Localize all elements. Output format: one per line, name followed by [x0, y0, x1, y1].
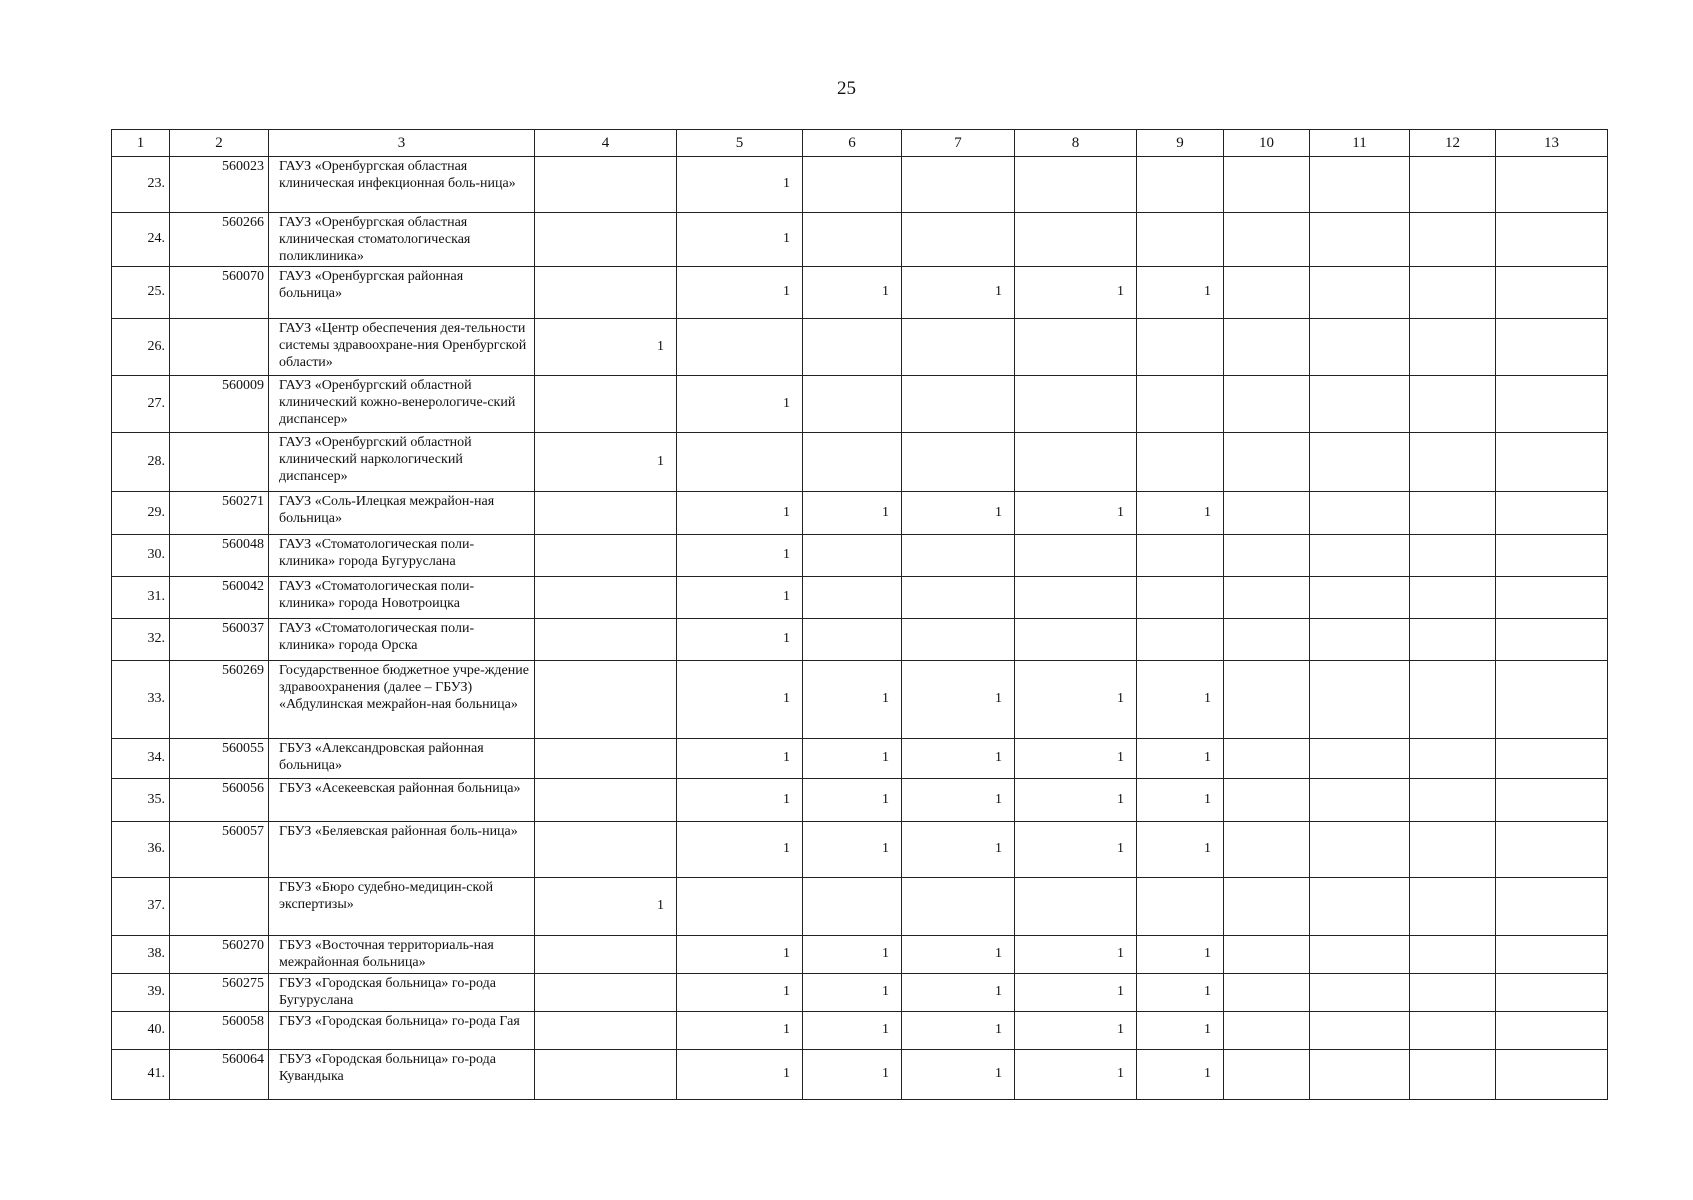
- value-cell: [1137, 878, 1224, 936]
- table-row: [112, 1050, 1608, 1100]
- value-cell: [1310, 433, 1410, 492]
- value-cell: 1: [1137, 739, 1224, 779]
- value-cell: 1: [677, 822, 803, 878]
- value-cell: [803, 577, 902, 619]
- value-cell: [1310, 822, 1410, 878]
- value-cell: 1: [902, 661, 1015, 739]
- facility-code: 560056: [170, 779, 269, 822]
- facility-name: ГАУЗ «Стоматологическая поли-клиника» города Орска: [269, 619, 535, 661]
- value-cell: 1: [902, 974, 1015, 1012]
- value-cell: [1137, 213, 1224, 267]
- value-cell: 1: [902, 779, 1015, 822]
- value-cell: 1: [803, 936, 902, 974]
- row-number: 27.: [112, 376, 170, 433]
- value-cell: [1015, 619, 1137, 661]
- table-row: [112, 535, 1608, 577]
- value-cell: 1: [902, 936, 1015, 974]
- value-cell: 1: [677, 577, 803, 619]
- value-cell: 1: [803, 1050, 902, 1100]
- value-cell: 1: [535, 878, 677, 936]
- value-cell: [1410, 535, 1496, 577]
- value-cell: [1310, 376, 1410, 433]
- value-cell: [1496, 157, 1608, 213]
- table-row: [112, 822, 1608, 878]
- value-cell: 1: [677, 1050, 803, 1100]
- value-cell: [1224, 157, 1310, 213]
- value-cell: [535, 779, 677, 822]
- facility-name: ГБУЗ «Бюро судебно-медицин-ской экспертизы»: [269, 878, 535, 936]
- value-cell: 1: [1137, 1012, 1224, 1050]
- value-cell: 1: [1137, 974, 1224, 1012]
- facility-code: 560270: [170, 936, 269, 974]
- row-number: 25.: [112, 267, 170, 319]
- value-cell: [1496, 739, 1608, 779]
- value-cell: [1410, 936, 1496, 974]
- value-cell: [535, 535, 677, 577]
- value-cell: [1496, 974, 1608, 1012]
- value-cell: [535, 213, 677, 267]
- value-cell: [1310, 619, 1410, 661]
- column-header: 10: [1224, 130, 1310, 157]
- value-cell: [1410, 878, 1496, 936]
- column-header: 11: [1310, 130, 1410, 157]
- value-cell: [535, 1050, 677, 1100]
- value-cell: [1224, 661, 1310, 739]
- table-row: [112, 213, 1608, 267]
- value-cell: [1496, 213, 1608, 267]
- value-cell: [1224, 1012, 1310, 1050]
- value-cell: [1410, 974, 1496, 1012]
- value-cell: 1: [1015, 1050, 1137, 1100]
- facility-name: ГАУЗ «Оренбургский областной клинический наркологический диспансер»: [269, 433, 535, 492]
- row-number: 26.: [112, 319, 170, 376]
- value-cell: [1310, 492, 1410, 535]
- value-cell: [902, 319, 1015, 376]
- value-cell: [1410, 376, 1496, 433]
- column-header: 9: [1137, 130, 1224, 157]
- value-cell: 1: [677, 267, 803, 319]
- row-number: 35.: [112, 779, 170, 822]
- table-row: [112, 433, 1608, 492]
- value-cell: 1: [677, 492, 803, 535]
- value-cell: [677, 319, 803, 376]
- value-cell: [535, 492, 677, 535]
- facility-name: ГБУЗ «Городская больница» го-рода Гая: [269, 1012, 535, 1050]
- value-cell: 1: [677, 936, 803, 974]
- value-cell: [1224, 878, 1310, 936]
- value-cell: [1310, 319, 1410, 376]
- value-cell: 1: [1015, 267, 1137, 319]
- facility-code: 560058: [170, 1012, 269, 1050]
- value-cell: [1496, 779, 1608, 822]
- row-number: 28.: [112, 433, 170, 492]
- value-cell: [1224, 577, 1310, 619]
- value-cell: [1015, 157, 1137, 213]
- value-cell: [1496, 661, 1608, 739]
- row-number: 31.: [112, 577, 170, 619]
- value-cell: 1: [803, 492, 902, 535]
- value-cell: [1496, 936, 1608, 974]
- facility-name: ГАУЗ «Оренбургская областная клиническая стоматологическая поликлиника»: [269, 213, 535, 267]
- column-header: 5: [677, 130, 803, 157]
- facility-code: 560070: [170, 267, 269, 319]
- value-cell: 1: [803, 1012, 902, 1050]
- value-cell: [1410, 1050, 1496, 1100]
- facility-name: ГАУЗ «Стоматологическая поли-клиника» города Новотроицка: [269, 577, 535, 619]
- value-cell: [1310, 535, 1410, 577]
- table-row: [112, 492, 1608, 535]
- value-cell: [803, 878, 902, 936]
- value-cell: [1410, 157, 1496, 213]
- value-cell: [803, 619, 902, 661]
- row-number: 39.: [112, 974, 170, 1012]
- column-header: 7: [902, 130, 1015, 157]
- value-cell: [1137, 376, 1224, 433]
- value-cell: 1: [677, 974, 803, 1012]
- value-cell: [803, 319, 902, 376]
- facility-name: ГАУЗ «Стоматологическая поли-клиника» города Бугуруслана: [269, 535, 535, 577]
- value-cell: 1: [1015, 974, 1137, 1012]
- value-cell: 1: [1015, 492, 1137, 535]
- value-cell: [1496, 267, 1608, 319]
- value-cell: [902, 157, 1015, 213]
- value-cell: [1015, 535, 1137, 577]
- value-cell: [1137, 577, 1224, 619]
- column-header: 3: [269, 130, 535, 157]
- value-cell: 1: [803, 822, 902, 878]
- value-cell: [1496, 1012, 1608, 1050]
- row-number: 34.: [112, 739, 170, 779]
- value-cell: [1224, 213, 1310, 267]
- value-cell: [1015, 213, 1137, 267]
- value-cell: [1410, 661, 1496, 739]
- value-cell: [1015, 878, 1137, 936]
- facility-name: ГБУЗ «Городская больница» го-рода Бугуруслана: [269, 974, 535, 1012]
- value-cell: 1: [902, 1012, 1015, 1050]
- value-cell: [1137, 319, 1224, 376]
- facility-name: ГБУЗ «Восточная территориаль-ная межрайонная больница»: [269, 936, 535, 974]
- value-cell: [1496, 535, 1608, 577]
- value-cell: [1310, 1012, 1410, 1050]
- value-cell: [1224, 936, 1310, 974]
- value-cell: 1: [1015, 661, 1137, 739]
- value-cell: [1410, 433, 1496, 492]
- value-cell: [1496, 319, 1608, 376]
- table-row: [112, 779, 1608, 822]
- column-header: 12: [1410, 130, 1496, 157]
- value-cell: 1: [677, 739, 803, 779]
- value-cell: [535, 376, 677, 433]
- table-header-row: [112, 130, 1608, 157]
- value-cell: [535, 1012, 677, 1050]
- facility-code: 560275: [170, 974, 269, 1012]
- facility-name: ГБУЗ «Городская больница» го-рода Кувандыка: [269, 1050, 535, 1100]
- value-cell: [1410, 1012, 1496, 1050]
- column-header: 8: [1015, 130, 1137, 157]
- facility-code: 560269: [170, 661, 269, 739]
- table-row: [112, 878, 1608, 936]
- value-cell: 1: [803, 739, 902, 779]
- value-cell: 1: [1137, 1050, 1224, 1100]
- table-row: [112, 577, 1608, 619]
- value-cell: [1410, 492, 1496, 535]
- facility-code: [170, 319, 269, 376]
- value-cell: [1496, 492, 1608, 535]
- value-cell: [677, 433, 803, 492]
- facility-code: 560266: [170, 213, 269, 267]
- value-cell: [1015, 376, 1137, 433]
- value-cell: [902, 535, 1015, 577]
- facility-code: 560271: [170, 492, 269, 535]
- row-number: 38.: [112, 936, 170, 974]
- value-cell: [1496, 376, 1608, 433]
- value-cell: [1496, 822, 1608, 878]
- value-cell: [1410, 619, 1496, 661]
- value-cell: [1224, 492, 1310, 535]
- facility-name: ГБУЗ «Асекеевская районная больница»: [269, 779, 535, 822]
- value-cell: 1: [535, 433, 677, 492]
- facility-code: 560023: [170, 157, 269, 213]
- value-cell: [1410, 739, 1496, 779]
- value-cell: 1: [677, 661, 803, 739]
- row-number: 23.: [112, 157, 170, 213]
- value-cell: [1496, 878, 1608, 936]
- value-cell: [1224, 619, 1310, 661]
- value-cell: [535, 974, 677, 1012]
- value-cell: [535, 267, 677, 319]
- value-cell: [1137, 535, 1224, 577]
- value-cell: [535, 577, 677, 619]
- table-row: [112, 1012, 1608, 1050]
- facility-code: 560055: [170, 739, 269, 779]
- value-cell: 1: [902, 822, 1015, 878]
- facility-name: ГБУЗ «Александровская районная больница»: [269, 739, 535, 779]
- facility-code: 560042: [170, 577, 269, 619]
- value-cell: 1: [1015, 822, 1137, 878]
- page-number: 25: [837, 78, 856, 99]
- value-cell: [902, 878, 1015, 936]
- facility-name: ГАУЗ «Оренбургская областная клиническая инфекционная боль-ница»: [269, 157, 535, 213]
- facility-name: ГАУЗ «Оренбургский областной клинический кожно-венерологиче-ский диспансер»: [269, 376, 535, 433]
- value-cell: 1: [677, 157, 803, 213]
- value-cell: [1310, 213, 1410, 267]
- value-cell: 1: [803, 267, 902, 319]
- value-cell: [902, 619, 1015, 661]
- value-cell: 1: [902, 739, 1015, 779]
- table-row: [112, 619, 1608, 661]
- value-cell: [1015, 433, 1137, 492]
- value-cell: [1310, 1050, 1410, 1100]
- value-cell: 1: [535, 319, 677, 376]
- table-row: [112, 739, 1608, 779]
- row-number: 40.: [112, 1012, 170, 1050]
- value-cell: 1: [677, 619, 803, 661]
- column-header: 6: [803, 130, 902, 157]
- facility-code: 560064: [170, 1050, 269, 1100]
- facility-name: ГАУЗ «Соль-Илецкая межрайон-ная больница»: [269, 492, 535, 535]
- value-cell: [1410, 319, 1496, 376]
- value-cell: [1310, 157, 1410, 213]
- row-number: 29.: [112, 492, 170, 535]
- column-header: 2: [170, 130, 269, 157]
- value-cell: [1224, 535, 1310, 577]
- value-cell: 1: [1015, 739, 1137, 779]
- value-cell: [1015, 319, 1137, 376]
- value-cell: [1496, 577, 1608, 619]
- value-cell: 1: [677, 779, 803, 822]
- column-header: 4: [535, 130, 677, 157]
- value-cell: 1: [902, 267, 1015, 319]
- value-cell: [1310, 577, 1410, 619]
- facility-code: 560037: [170, 619, 269, 661]
- value-cell: [902, 213, 1015, 267]
- value-cell: 1: [1137, 936, 1224, 974]
- value-cell: [1310, 878, 1410, 936]
- facility-name: ГБУЗ «Беляевская районная боль-ница»: [269, 822, 535, 878]
- value-cell: 1: [1015, 936, 1137, 974]
- value-cell: [1224, 319, 1310, 376]
- row-number: 37.: [112, 878, 170, 936]
- value-cell: [1310, 267, 1410, 319]
- value-cell: [1310, 739, 1410, 779]
- value-cell: [1410, 213, 1496, 267]
- row-number: 32.: [112, 619, 170, 661]
- value-cell: 1: [1137, 822, 1224, 878]
- value-cell: [1137, 619, 1224, 661]
- value-cell: [535, 936, 677, 974]
- row-number: 33.: [112, 661, 170, 739]
- value-cell: [1310, 936, 1410, 974]
- value-cell: [803, 433, 902, 492]
- value-cell: [1224, 779, 1310, 822]
- value-cell: 1: [902, 1050, 1015, 1100]
- table-row: [112, 319, 1608, 376]
- value-cell: [1224, 1050, 1310, 1100]
- value-cell: [1496, 1050, 1608, 1100]
- value-cell: [1224, 974, 1310, 1012]
- value-cell: [1410, 267, 1496, 319]
- value-cell: 1: [677, 213, 803, 267]
- value-cell: [1224, 822, 1310, 878]
- value-cell: [1410, 822, 1496, 878]
- value-cell: [1224, 376, 1310, 433]
- value-cell: 1: [1137, 267, 1224, 319]
- facility-code: [170, 433, 269, 492]
- value-cell: [1310, 779, 1410, 822]
- value-cell: [1224, 433, 1310, 492]
- table-row: [112, 376, 1608, 433]
- value-cell: 1: [1137, 779, 1224, 822]
- value-cell: [1496, 433, 1608, 492]
- value-cell: [1496, 619, 1608, 661]
- value-cell: 1: [803, 779, 902, 822]
- value-cell: 1: [1015, 1012, 1137, 1050]
- value-cell: [1310, 661, 1410, 739]
- value-cell: [902, 433, 1015, 492]
- row-number: 24.: [112, 213, 170, 267]
- value-cell: [803, 213, 902, 267]
- table-row: [112, 974, 1608, 1012]
- facility-name: Государственное бюджетное учре-ждение здравоохранения (далее – ГБУЗ) «Абдулинская межрайон-ная больница»: [269, 661, 535, 739]
- value-cell: 1: [1015, 779, 1137, 822]
- value-cell: [677, 878, 803, 936]
- value-cell: [1137, 433, 1224, 492]
- value-cell: [535, 739, 677, 779]
- value-cell: [1224, 739, 1310, 779]
- value-cell: 1: [902, 492, 1015, 535]
- column-header: 13: [1496, 130, 1608, 157]
- value-cell: 1: [677, 535, 803, 577]
- value-cell: [1410, 779, 1496, 822]
- value-cell: [1015, 577, 1137, 619]
- value-cell: [1224, 267, 1310, 319]
- value-cell: [803, 535, 902, 577]
- value-cell: [1310, 974, 1410, 1012]
- value-cell: [1137, 157, 1224, 213]
- row-number: 36.: [112, 822, 170, 878]
- value-cell: [535, 619, 677, 661]
- facility-code: 560009: [170, 376, 269, 433]
- facility-name: ГАУЗ «Центр обеспечения дея-тельности системы здравоохране-ния Оренбургской области»: [269, 319, 535, 376]
- table-row: [112, 936, 1608, 974]
- value-cell: [535, 822, 677, 878]
- value-cell: 1: [677, 1012, 803, 1050]
- table-row: [112, 157, 1608, 213]
- facility-code: [170, 878, 269, 936]
- value-cell: 1: [803, 974, 902, 1012]
- facility-code: 560048: [170, 535, 269, 577]
- row-number: 30.: [112, 535, 170, 577]
- column-header: 1: [112, 130, 170, 157]
- facility-name: ГАУЗ «Оренбургская районная больница»: [269, 267, 535, 319]
- table-row: [112, 267, 1608, 319]
- value-cell: [535, 157, 677, 213]
- value-cell: [1410, 577, 1496, 619]
- value-cell: 1: [803, 661, 902, 739]
- facility-code: 560057: [170, 822, 269, 878]
- value-cell: 1: [677, 376, 803, 433]
- value-cell: 1: [1137, 661, 1224, 739]
- value-cell: [803, 157, 902, 213]
- value-cell: [535, 661, 677, 739]
- value-cell: [803, 376, 902, 433]
- value-cell: [902, 577, 1015, 619]
- value-cell: [902, 376, 1015, 433]
- row-number: 41.: [112, 1050, 170, 1100]
- table-row: [112, 661, 1608, 739]
- value-cell: 1: [1137, 492, 1224, 535]
- facilities-table: [111, 129, 1608, 1100]
